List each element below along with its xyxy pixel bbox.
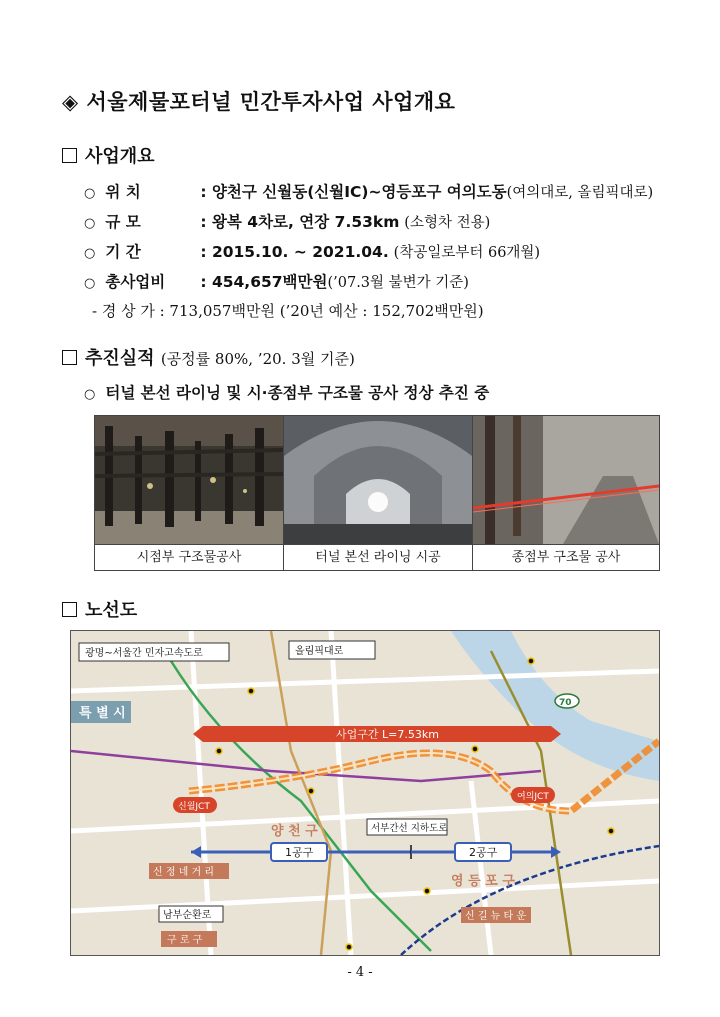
section-heading-overview: 사업개요 [62, 142, 155, 168]
photo-tunnel-lining [284, 416, 472, 544]
map-label-route70: 70 [559, 698, 572, 708]
route-map [70, 630, 660, 956]
overview-row-scale: ○ 규 모 : 왕복 4차로, 연장 7.53km (소형차 전용) [84, 213, 491, 231]
map-label-section-bar: 사업구간 L=7.53km [336, 728, 439, 741]
map-label-zone1: 1공구 [285, 846, 314, 859]
map-label-yangcheon: 양 천 구 [271, 824, 318, 839]
map-label-sinwol-jct: 신월JCT [178, 802, 210, 812]
checkbox-icon [62, 148, 77, 163]
photo-start-structure [95, 416, 283, 544]
map-label-special: 특 별 시 [79, 706, 126, 721]
caption-tunnel-lining: 터널 본선 라이닝 시공 [284, 544, 472, 570]
photo-end-structure [473, 416, 659, 544]
page-title: ◈ 서울제물포터널 민간투자사업 사업개요 [62, 90, 456, 114]
section-heading-progress: 추진실적 (공정률 80%, ’20. 3월 기준) [62, 344, 355, 370]
caption-end-structure: 종점부 구조물 공사 [473, 544, 659, 570]
map-label-yeongdeungpo: 영 등 포 구 [451, 874, 515, 889]
photo-panel [94, 415, 660, 571]
map-label-sinjeong: 신 정 네 거 리 [153, 867, 215, 878]
checkbox-icon [62, 350, 77, 365]
page-number: - 4 - [347, 965, 373, 980]
overview-current-cost: - 경 상 가 : 713,057백만원 (’20년 예산 : 152,702백만원) [92, 302, 484, 320]
map-label-olympic: 올림픽대로 [295, 646, 344, 657]
caption-start-structure: 시점부 구조물공사 [95, 544, 283, 570]
map-label-zone2: 2공구 [469, 846, 498, 859]
overview-row-cost: ○ 총사업비 : 454,657백만원(’07.3월 불변가 기준) [84, 273, 469, 291]
overview-row-period: ○ 기 간 : 2015.10. ~ 2021.04. (착공일로부터 66개월) [84, 243, 541, 261]
map-label-guro: 구 로 구 [167, 935, 203, 946]
section-heading-route: 노선도 [62, 596, 137, 622]
overview-row-location: ○ 위 치 : 양천구 신월동(신월IC)~영등포구 여의도동(여의대로, 올림픽대로) [84, 183, 654, 201]
progress-item: ○ 터널 본선 라이닝 및 시·종점부 구조물 공사 정상 추진 중 [84, 384, 490, 402]
checkbox-icon [62, 602, 77, 617]
map-label-seobu: 서부간선 지하도로 [371, 823, 448, 834]
map-label-singil: 신 길 뉴 타 운 [465, 911, 527, 922]
map-label-nambu: 남부순환로 [163, 910, 212, 921]
map-label-expressway: 광명~서울간 민자고속도로 [85, 648, 203, 659]
map-label-yeoui-jct: 여의JCT [517, 792, 549, 802]
